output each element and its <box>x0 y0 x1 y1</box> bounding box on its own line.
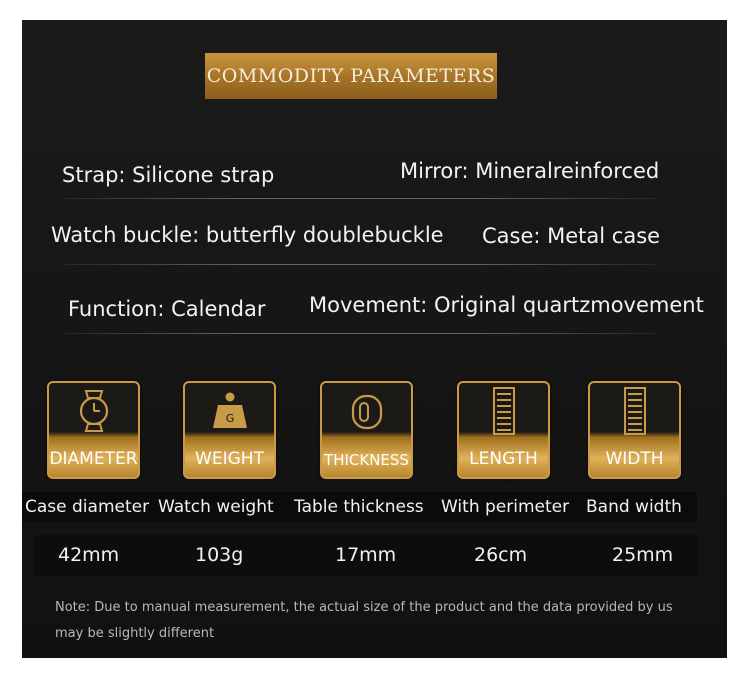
measurement-label: Table thickness <box>294 497 424 517</box>
divider <box>62 264 657 265</box>
badge-label: WEIGHT <box>195 449 264 469</box>
divider <box>62 333 657 334</box>
measurement-value: 25mm <box>612 544 674 566</box>
strap-length-icon <box>459 387 548 435</box>
parameters-panel <box>22 20 727 658</box>
badge-width <box>588 381 681 479</box>
title-banner <box>205 53 497 99</box>
divider <box>62 198 657 199</box>
measurement-value: 26cm <box>474 544 528 566</box>
thickness-icon <box>322 387 411 435</box>
measurement-value: 103g <box>195 544 244 566</box>
spec-buckle: Watch buckle: butterfly doublebuckle <box>51 223 444 247</box>
spec-strap: Strap: Silicone strap <box>62 163 275 187</box>
spec-case: Case: Metal case <box>482 224 661 248</box>
measurement-label: Band width <box>586 497 682 517</box>
watch-icon <box>49 387 138 435</box>
page-title: COMMODITY PARAMETERS <box>206 65 496 87</box>
badge-label: WIDTH <box>605 449 664 469</box>
measurement-label: Case diameter <box>25 497 150 517</box>
measurement-value: 17mm <box>335 544 397 566</box>
badge-label: THICKNESS <box>324 451 409 469</box>
measurement-label: Watch weight <box>158 497 274 517</box>
spec-mirror: Mirror: Mineralreinforced <box>400 159 660 183</box>
weight-icon-letter: G <box>225 412 234 425</box>
badge-diameter <box>47 381 140 479</box>
badge-thickness <box>320 381 413 479</box>
strap-width-icon <box>590 387 679 435</box>
badge-length <box>457 381 550 479</box>
weight-icon <box>185 387 274 435</box>
measurement-note: Note: Due to manual measurement, the actual size of the product and the data provided by us may be slightly different <box>55 600 673 641</box>
badge-label: LENGTH <box>469 449 538 469</box>
measurement-value: 42mm <box>58 544 120 566</box>
measurement-label: With perimeter <box>441 497 570 517</box>
spec-movement: Movement: Original quartzmovement <box>309 293 704 317</box>
badge-label: DIAMETER <box>49 449 138 469</box>
spec-function: Function: Calendar <box>68 297 266 321</box>
badge-weight <box>183 381 276 479</box>
